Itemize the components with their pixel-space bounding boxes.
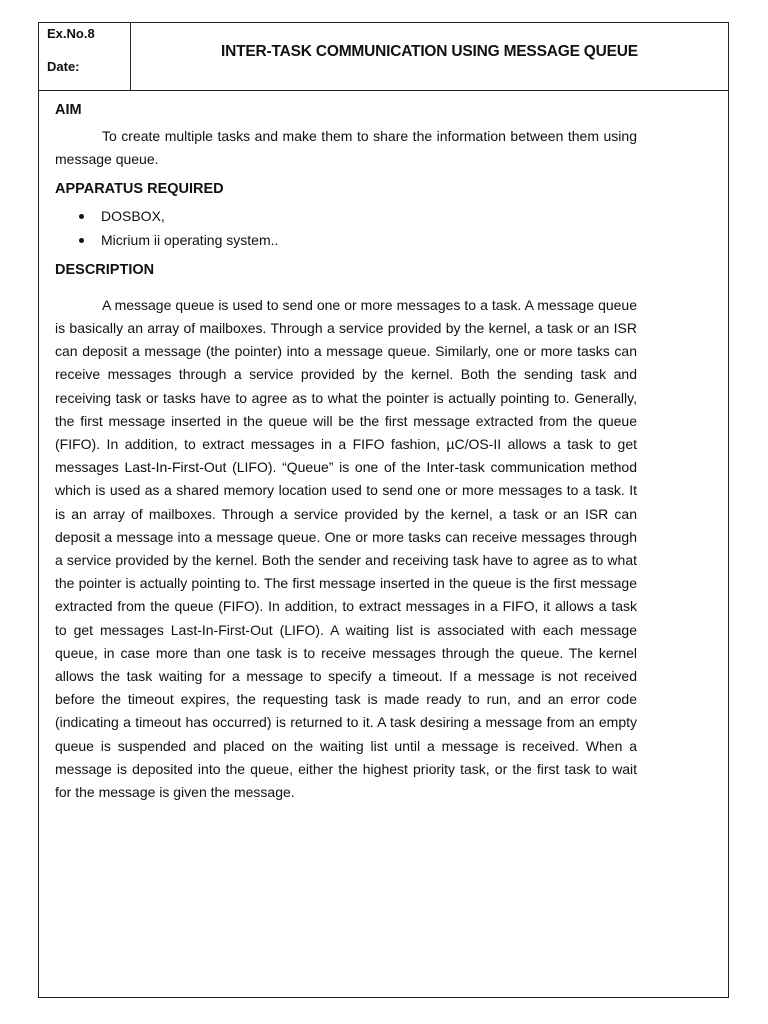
bullet-icon	[79, 238, 84, 243]
aim-text: To create multiple tasks and make them to share the information between them using message queue.	[55, 128, 637, 168]
document-title: INTER-TASK COMMUNICATION USING MESSAGE QUEUE	[221, 43, 638, 60]
document-body	[55, 100, 637, 804]
apparatus-list	[55, 205, 637, 251]
description-heading: DESCRIPTION	[55, 261, 155, 278]
apparatus-section	[55, 181, 637, 251]
description-text: A message queue is used to send one or more messages to a task. A message queue is basically an array of mailboxes. Through a service provided by the kernel, a task or an ISR can deposit a message (the pointer) into a message queue. Similarly, one or more tasks can receive messages through a service provided by the kernel. Both the sending task and receiving task or tasks have to agree as to what the pointer is actually pointing to. Generally, the first message inserted in the queue will be the first message extracted from the queue (FIFO). In addition, to extract messages in a FIFO fashion, µC/OS-II allows a task to get messages Last-In-First-Out (LIFO). “Queue” is one of the Inter-task communication method which is used as a shared memory location used to send one or more messages to a task. It is an array of mailboxes. Through a service provided by the kernel, a task or an ISR can deposit a message into a message queue. One or more tasks can receive messages through a service provided by the kernel. Both the sender and receiving task have to agree as to what the pointer is actually pointing to. The first message inserted in the queue is the first message extracted from the queue (FIFO). In addition, to extract messages in a FIFO, it allows a task to get messages Last-In-First-Out (LIFO). A waiting list is associated with each message queue, in case more than one task is to receive messages through the queue. The kernel allows the task waiting for a message to specify a timeout. If a message is not received before the timeout expires, the requesting task is made ready to run, and an error code (indicating a timeout has occurred) is returned to it. A task desiring a message from an empty queue is suspended and placed on the waiting list until a message is received. When a message is deposited into the queue, either the highest priority task, or the first task to wait for the message is given the message.	[55, 296, 637, 801]
header-row	[39, 23, 728, 91]
aim-heading: AIM	[55, 102, 82, 118]
header-info-cell	[39, 23, 131, 90]
apparatus-heading: APPARATUS REQUIRED	[55, 181, 224, 198]
apparatus-item	[55, 229, 637, 252]
apparatus-item-label: Micrium ii operating system..	[101, 231, 279, 248]
aim-section	[55, 102, 637, 171]
exercise-number: Ex.No.8	[47, 26, 95, 41]
bullet-icon	[79, 214, 84, 219]
apparatus-item-label: DOSBOX,	[101, 208, 165, 225]
date-label: Date:	[47, 59, 80, 74]
apparatus-item	[55, 205, 637, 228]
description-section	[55, 262, 637, 804]
